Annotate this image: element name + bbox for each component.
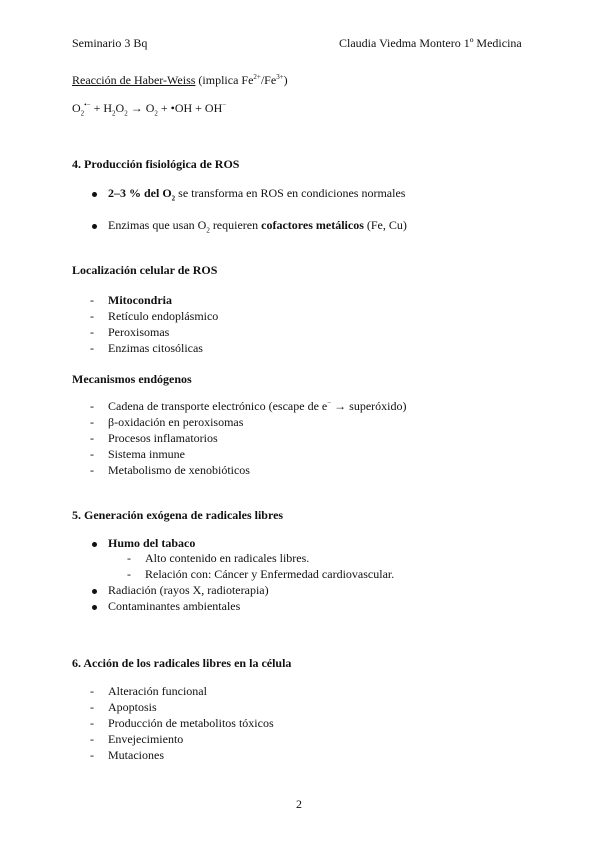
- dash-marker: -: [90, 716, 94, 730]
- list-item: Enzimas citosólicas: [108, 341, 203, 355]
- header-left: Seminario 3 Bq: [72, 36, 148, 50]
- list-item: Cadena de transporte electrónico (escape de e− → superóxido): [108, 399, 407, 413]
- section5-bullet2: Radiación (rayos X, radioterapia): [108, 583, 269, 597]
- list-item: Peroxisomas: [108, 325, 170, 339]
- bullet-icon: [92, 192, 97, 197]
- haber-weiss-note: (implica $Fe^{2+}/Fe^{3+}$): [195, 73, 288, 87]
- dash-marker: -: [90, 415, 94, 429]
- bullet-icon: [92, 224, 97, 229]
- sub-list-item: Alto contenido en radicales libres.: [145, 551, 310, 565]
- section4-bullet1: 2–3 % del $O_2$ se transforma en ROS en condiciones normales: [108, 186, 406, 203]
- list-item: Envejecimiento: [108, 732, 184, 746]
- list-item: β-oxidación en peroxisomas: [108, 415, 244, 429]
- dash-marker: -: [90, 293, 94, 307]
- list-item: Alteración funcional: [108, 684, 207, 698]
- bullet-icon: [92, 605, 97, 610]
- dash-marker: -: [127, 551, 131, 565]
- haber-weiss-equation: $O_2^{•-} + H_2O_2 \to O_2$ + •OH + OH−: [72, 101, 227, 118]
- dash-marker: -: [90, 341, 94, 355]
- dash-marker: -: [90, 463, 94, 477]
- haber-weiss-line: [72, 73, 288, 88]
- localizacion-title: Localización celular de ROS: [72, 263, 218, 277]
- dash-marker: -: [90, 447, 94, 461]
- list-item: Procesos inflamatorios: [108, 431, 218, 445]
- dash-marker: -: [90, 309, 94, 323]
- dash-marker: -: [90, 684, 94, 698]
- bullet-icon: [92, 589, 97, 594]
- list-item: Metabolismo de xenobióticos: [108, 463, 250, 477]
- dash-marker: -: [90, 325, 94, 339]
- bullet-icon: [92, 542, 97, 547]
- page-number: 2: [296, 797, 302, 811]
- dash-marker: -: [90, 431, 94, 445]
- dash-marker: -: [90, 732, 94, 746]
- section4-bullet2: Enzimas que usan $O_2$ requieren cofactores metálicos (Fe, Cu): [108, 218, 407, 235]
- section5-bullet3: Contaminantes ambientales: [108, 599, 241, 613]
- haber-weiss-title: Reacción de Haber-Weiss: [72, 73, 196, 87]
- section4-title: 4. Producción fisiológica de ROS: [72, 157, 240, 171]
- list-item: Sistema inmune: [108, 447, 185, 461]
- list-item: Producción de metabolitos tóxicos: [108, 716, 274, 730]
- section5-bullet1: Humo del tabaco: [108, 536, 196, 550]
- section5-title: 5. Generación exógena de radicales libres: [72, 508, 284, 522]
- list-item: Retículo endoplásmico: [108, 309, 219, 323]
- sub-list-item: Relación con: Cáncer y Enfermedad cardiovascular.: [145, 567, 395, 581]
- list-item: Mutaciones: [108, 748, 164, 762]
- list-item: Apoptosis: [108, 700, 157, 714]
- section6-title: 6. Acción de los radicales libres en la célula: [72, 656, 292, 670]
- dash-marker: -: [90, 748, 94, 762]
- header-right: Claudia Viedma Montero 1º Medicina: [339, 36, 522, 50]
- dash-marker: -: [90, 700, 94, 714]
- dash-marker: -: [127, 567, 131, 581]
- list-item: Mitocondria: [108, 293, 172, 307]
- dash-marker: -: [90, 399, 94, 413]
- mecanismos-title: Mecanismos endógenos: [72, 372, 192, 386]
